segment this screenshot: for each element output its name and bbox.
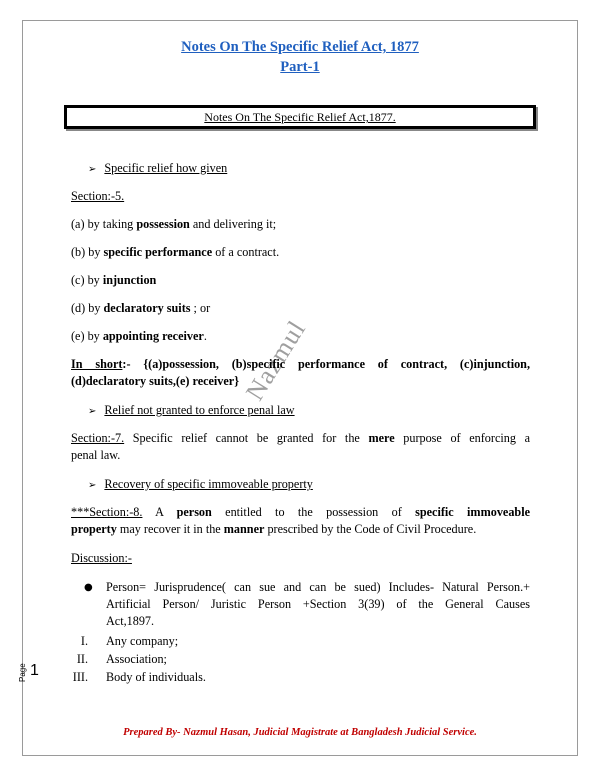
section-5-item-b: (b) by specific performance of a contract. [71, 245, 280, 259]
section-5-item-d: (d) by declaratory suits ; or [71, 301, 211, 315]
person-line-2: Artificial Person/ Juristic Person +Section 3(39) of the General Causes [106, 597, 530, 611]
boxed-heading-text: Notes On The Specific Relief Act,1877. [204, 110, 396, 124]
section-5-label: Section:-5. [71, 189, 125, 203]
roman-item: Association; [106, 652, 167, 666]
section-7-line-1: Section:-7. Specific relief cannot be granted for the mere purpose of enforcing a [71, 431, 530, 445]
section-8-line-1: ***Section:-8. A person entitled to the possession of specific immoveable [71, 505, 530, 519]
in-short-line-2: (d)declaratory suits,(e) receiver} [71, 374, 240, 388]
arrow-bullet-icon: ➢ [88, 480, 97, 491]
bullet-dot-icon: ● [84, 582, 93, 593]
in-short-line-1: In short:- {(a)possession, (b)specific performance of contract, (c)injunction, [71, 357, 530, 371]
page-word: Page [18, 663, 27, 682]
discussion-label: Discussion:- [71, 551, 132, 565]
roman-item: Any company; [106, 634, 179, 648]
arrow-bullet-icon: ➢ [88, 164, 97, 175]
roman-number: II. [76, 652, 88, 666]
heading-text: Specific relief how given [104, 161, 228, 175]
roman-number: III. [72, 670, 88, 684]
section-5-item-e: (e) by appointing receiver. [71, 329, 207, 343]
document-subtitle: Part-1 [280, 59, 320, 75]
page-number: 1 [30, 662, 39, 679]
section-5-item-a: (a) by taking possession and delivering it; [71, 217, 277, 231]
section-7-line-2: penal law. [71, 448, 121, 462]
page-number-label [18, 662, 48, 702]
heading-text: Recovery of specific immoveable property [104, 477, 313, 491]
roman-number: I. [80, 634, 88, 648]
section-8-line-2: property may recover it in the manner prescribed by the Code of Civil Procedure. [71, 522, 477, 536]
heading-specific-relief [88, 160, 227, 178]
roman-item: Body of individuals. [106, 670, 206, 684]
document-title: Notes On The Specific Relief Act, 1877 [181, 39, 419, 55]
person-line-1: Person= Jurisprudence( can sue and can be sued) Includes- Natural Person.+ [106, 580, 530, 594]
arrow-bullet-icon: ➢ [88, 406, 97, 417]
section-5-item-c: (c) by injunction [71, 273, 157, 287]
heading-immoveable-property [88, 476, 313, 494]
boxed-heading [64, 105, 536, 129]
person-line-3: Act,1897. [106, 614, 155, 628]
heading-text: Relief not granted to enforce penal law [104, 403, 295, 417]
footer-credit: Prepared By- Nazmul Hasan, Judicial Magistrate at Bangladesh Judicial Service. [123, 727, 477, 738]
heading-penal-law [88, 402, 295, 420]
watermark: Nazmul [240, 315, 312, 406]
